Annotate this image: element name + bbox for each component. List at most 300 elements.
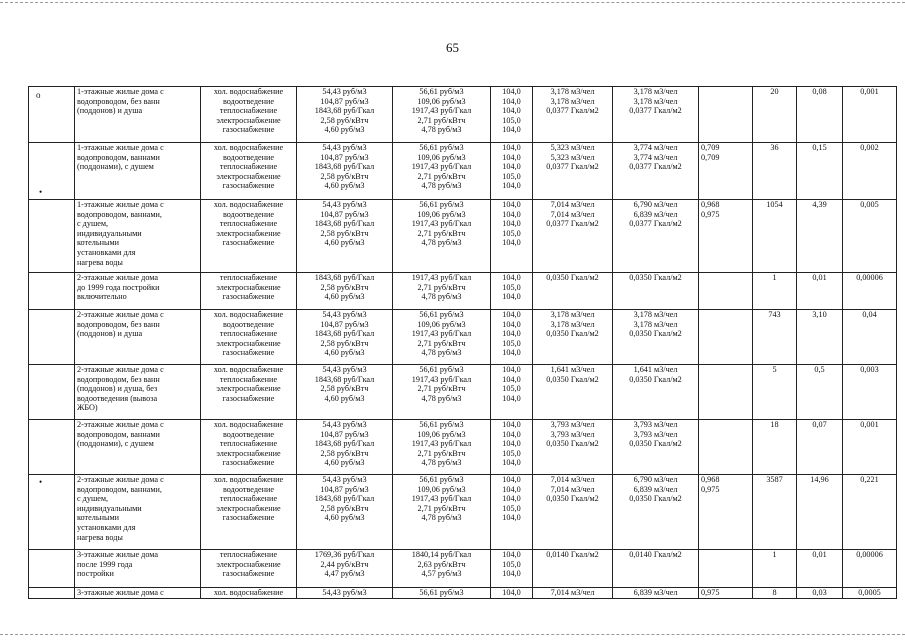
cell-line: после 1999 года bbox=[77, 559, 133, 569]
tariff-old-list bbox=[297, 87, 393, 143]
cell-line: газоснабжение bbox=[222, 393, 275, 403]
cell-line: с душем, bbox=[77, 494, 109, 504]
cell-line: 104,87 руб/м3 bbox=[320, 152, 369, 162]
cell-line: 104,0 bbox=[502, 550, 521, 559]
cell-line: газоснабжение bbox=[222, 292, 275, 302]
cell-line: 1-этажные жилые дома с bbox=[77, 143, 164, 152]
cell-line: электроснабжение bbox=[216, 171, 281, 181]
cell-line: до 1999 года постройки bbox=[77, 282, 160, 292]
index-list bbox=[491, 550, 533, 588]
cell-line: хол. водоснабжение bbox=[213, 420, 284, 429]
cell-line: 109,06 руб/м3 bbox=[417, 319, 466, 329]
tariff-new-list bbox=[393, 420, 491, 475]
cell-line: 109,06 руб/м3 bbox=[417, 484, 466, 494]
cell-line: хол. водоснабжение bbox=[213, 143, 284, 152]
tariff-old-list bbox=[297, 420, 393, 475]
cell-line: электроснабжение bbox=[216, 115, 281, 125]
cell-line: водопроводом, ваннами bbox=[77, 429, 160, 439]
tariff-new-list bbox=[393, 143, 491, 200]
mark-cell bbox=[29, 588, 75, 599]
mark-cell bbox=[29, 365, 75, 420]
cell-line: 104,0 bbox=[502, 475, 521, 484]
cell-line: 104,0 bbox=[502, 152, 521, 162]
table-row bbox=[29, 143, 897, 200]
row-name bbox=[75, 588, 201, 599]
cell-line: газоснабжение bbox=[222, 238, 275, 248]
cell-line: 6,839 м3/чел bbox=[633, 588, 678, 597]
cell-line: 54,43 руб/м3 bbox=[322, 310, 367, 319]
index-list bbox=[491, 200, 533, 273]
cell-line: (поддонов) и душа, без bbox=[77, 384, 158, 394]
cell-line: 4,60 руб/м3 bbox=[324, 458, 365, 468]
cell-line: 4,78 руб/м3 bbox=[421, 458, 462, 468]
tariff-new-list bbox=[393, 200, 491, 273]
norm-a-list bbox=[533, 365, 613, 420]
scan-mark: • bbox=[39, 477, 43, 487]
cell-line: 104,87 руб/м3 bbox=[320, 429, 369, 439]
cell-line: газоснабжение bbox=[222, 181, 275, 191]
cell-line: 105,0 bbox=[502, 503, 521, 513]
norm-b-list bbox=[613, 550, 699, 588]
cell-line: 2,71 руб/кВтч bbox=[417, 448, 466, 458]
cell-line: 1-этажные жилые дома с bbox=[77, 87, 164, 96]
value-cell: 0,001 bbox=[843, 87, 897, 143]
cell-line: 104,0 bbox=[502, 310, 521, 319]
cell-line: индивидуальными bbox=[77, 228, 142, 238]
count-cell: 1 bbox=[753, 550, 797, 588]
cell-line: 0,709 bbox=[701, 152, 720, 162]
cell-line: 4,47 руб/м3 bbox=[324, 569, 365, 579]
cell-line: 1,641 м3/чел bbox=[633, 365, 678, 374]
norm-b-list bbox=[613, 143, 699, 200]
norm-b-list bbox=[613, 420, 699, 475]
cell-line: 0,975 bbox=[701, 209, 720, 219]
cell-line: 2-этажные жилые дома bbox=[77, 273, 159, 282]
cell-line: теплоснабжение bbox=[219, 439, 278, 449]
index-list bbox=[491, 365, 533, 420]
share-cell: 0,03 bbox=[797, 588, 843, 599]
cell-line: 0,0350 Гкал/м2 bbox=[629, 273, 682, 282]
norm-a-list bbox=[533, 143, 613, 200]
cell-line: 56,61 руб/м3 bbox=[419, 475, 464, 484]
row-name bbox=[75, 310, 201, 365]
scan-mark: • bbox=[39, 187, 43, 197]
service-list bbox=[201, 143, 297, 200]
tariff-new-list bbox=[393, 365, 491, 420]
cell-line: 1843,68 руб/Гкал bbox=[314, 494, 375, 504]
cell-line: 3,178 м3/чел bbox=[633, 96, 678, 106]
cell-line: 105,0 bbox=[502, 115, 521, 125]
cell-line: водоотведение bbox=[222, 429, 275, 439]
coef-list bbox=[699, 87, 753, 143]
cell-line: 2,58 руб/кВтч bbox=[320, 228, 369, 238]
cell-line: 104,0 bbox=[502, 106, 521, 116]
cell-line: электроснабжение bbox=[216, 384, 281, 394]
cell-line: 0,0350 Гкал/м2 bbox=[629, 439, 682, 449]
cell-line: 3,178 м3/чел bbox=[550, 87, 595, 96]
cell-line: 2,71 руб/кВтч bbox=[417, 503, 466, 513]
cell-line: 2,71 руб/кВтч bbox=[417, 228, 466, 238]
cell-line: 0,0377 Гкал/м2 bbox=[546, 162, 599, 172]
cell-line: 104,0 bbox=[502, 200, 521, 209]
cell-line: 3,793 м3/чел bbox=[633, 420, 678, 429]
cell-line: теплоснабжение bbox=[219, 550, 278, 559]
cell-line: 4,78 руб/м3 bbox=[421, 238, 462, 248]
cell-line: 1843,68 руб/Гкал bbox=[314, 106, 375, 116]
cell-line: 7,014 м3/чел bbox=[550, 475, 595, 484]
cell-line: 7,014 м3/чел bbox=[550, 484, 595, 494]
norm-b-list bbox=[613, 588, 699, 599]
service-list bbox=[201, 588, 297, 599]
cell-line: теплоснабжение bbox=[219, 494, 278, 504]
cell-line: 0,0377 Гкал/м2 bbox=[629, 106, 682, 116]
cell-line: 4,78 руб/м3 bbox=[421, 393, 462, 403]
norm-b-list bbox=[613, 273, 699, 310]
cell-line: 105,0 bbox=[502, 171, 521, 181]
row-name bbox=[75, 420, 201, 475]
coef-list bbox=[699, 200, 753, 273]
cell-line: 104,0 bbox=[502, 439, 521, 449]
cell-line: 0,975 bbox=[701, 588, 720, 597]
cell-line: включительно bbox=[77, 292, 127, 302]
cell-line: 3,178 м3/чел bbox=[633, 87, 678, 96]
count-cell: 36 bbox=[753, 143, 797, 200]
cell-line: 2,58 руб/кВтч bbox=[320, 338, 369, 348]
cell-line: 7,014 м3/чел bbox=[550, 209, 595, 219]
cell-line: 3,793 м3/чел bbox=[633, 429, 678, 439]
cell-line: 104,0 bbox=[502, 143, 521, 152]
cell-line: 0,0350 Гкал/м2 bbox=[629, 494, 682, 504]
cell-line: 56,61 руб/м3 bbox=[419, 87, 464, 96]
table-row bbox=[29, 310, 897, 365]
cell-line: 7,014 м3/чел bbox=[550, 200, 595, 209]
cell-line: 1917,43 руб/Гкал bbox=[411, 106, 472, 116]
cell-line: (поддонов) и душа bbox=[77, 106, 143, 116]
cell-line: 104,87 руб/м3 bbox=[320, 96, 369, 106]
cell-line: 6,790 м3/чел bbox=[633, 475, 678, 484]
norm-b-list bbox=[613, 310, 699, 365]
table-row bbox=[29, 87, 897, 143]
cell-line: 4,60 руб/м3 bbox=[324, 348, 365, 358]
cell-line: 56,61 руб/м3 bbox=[419, 200, 464, 209]
cell-line: водоотведение bbox=[222, 96, 275, 106]
service-list bbox=[201, 365, 297, 420]
cell-line: 2,63 руб/кВтч bbox=[417, 559, 466, 569]
count-cell: 3587 bbox=[753, 475, 797, 550]
table-row bbox=[29, 550, 897, 588]
cell-line: 105,0 bbox=[502, 228, 521, 238]
cell-line: хол. водоснабжение bbox=[213, 310, 284, 319]
share-cell: 0,08 bbox=[797, 87, 843, 143]
cell-line: 104,0 bbox=[502, 87, 521, 96]
cell-line: водоотведение bbox=[222, 319, 275, 329]
coef-list bbox=[699, 273, 753, 310]
cell-line: 3,178 м3/чел bbox=[633, 310, 678, 319]
cell-line: 56,61 руб/м3 bbox=[419, 365, 464, 374]
cell-line: 2-этажные жилые дома с bbox=[77, 475, 164, 484]
cell-line: 104,87 руб/м3 bbox=[320, 319, 369, 329]
cell-line: 104,0 bbox=[502, 219, 521, 229]
table-row bbox=[29, 200, 897, 273]
cell-line: водоотведение bbox=[222, 209, 275, 219]
cell-line: 1843,68 руб/Гкал bbox=[314, 439, 375, 449]
mark-cell bbox=[29, 200, 75, 273]
cell-line: 56,61 руб/м3 bbox=[419, 420, 464, 429]
cell-line: 54,43 руб/м3 bbox=[322, 87, 367, 96]
tariff-new-list bbox=[393, 87, 491, 143]
cell-line: 1-этажные жилые дома с bbox=[77, 200, 164, 209]
cell-line: 4,57 руб/м3 bbox=[421, 569, 462, 579]
cell-line: 109,06 руб/м3 bbox=[417, 429, 466, 439]
cell-line: 54,43 руб/м3 bbox=[322, 143, 367, 152]
cell-line: 54,43 руб/м3 bbox=[322, 475, 367, 484]
cell-line: 2,71 руб/кВтч bbox=[417, 384, 466, 394]
cell-line: водоотведение bbox=[222, 484, 275, 494]
scan-top-edge bbox=[0, 2, 905, 3]
cell-line: 0,0350 Гкал/м2 bbox=[546, 494, 599, 504]
index-list bbox=[491, 310, 533, 365]
cell-line: газоснабжение bbox=[222, 569, 275, 579]
cell-line: 0,0377 Гкал/м2 bbox=[629, 219, 682, 229]
tariff-old-list bbox=[297, 310, 393, 365]
cell-line: 105,0 bbox=[502, 338, 521, 348]
cell-line: нагрева воды bbox=[77, 257, 123, 267]
cell-line: газоснабжение bbox=[222, 458, 275, 468]
cell-line: хол. водоснабжение bbox=[213, 365, 284, 374]
coef-list bbox=[699, 550, 753, 588]
cell-line: 2-этажные жилые дома с bbox=[77, 310, 164, 319]
tariff-old-list bbox=[297, 273, 393, 310]
index-list bbox=[491, 588, 533, 599]
cell-line: 0,709 bbox=[701, 143, 720, 152]
value-cell: 0,001 bbox=[843, 420, 897, 475]
row-name bbox=[75, 200, 201, 273]
cell-line: хол. водоснабжение bbox=[213, 87, 284, 96]
cell-line: 6,790 м3/чел bbox=[633, 200, 678, 209]
cell-line: 0,0350 Гкал/м2 bbox=[629, 329, 682, 339]
count-cell: 18 bbox=[753, 420, 797, 475]
cell-line: 104,0 bbox=[502, 125, 521, 135]
cell-line: 6,839 м3/чел bbox=[633, 484, 678, 494]
cell-line: котельными bbox=[77, 238, 120, 248]
norm-a-list bbox=[533, 420, 613, 475]
cell-line: 1917,43 руб/Гкал bbox=[411, 374, 472, 384]
value-cell: 0,0005 bbox=[843, 588, 897, 599]
cell-line: 1917,43 руб/Гкал bbox=[411, 162, 472, 172]
cell-line: водопроводом, ваннами, bbox=[77, 209, 162, 219]
cell-line: 2,58 руб/кВтч bbox=[320, 448, 369, 458]
norm-b-list bbox=[613, 365, 699, 420]
cell-line: 2,71 руб/кВтч bbox=[417, 115, 466, 125]
row-name bbox=[75, 143, 201, 200]
cell-line: 0,0350 Гкал/м2 bbox=[546, 329, 599, 339]
coef-list bbox=[699, 310, 753, 365]
cell-line: 2,58 руб/кВтч bbox=[320, 384, 369, 394]
cell-line: 104,87 руб/м3 bbox=[320, 209, 369, 219]
service-list bbox=[201, 87, 297, 143]
cell-line: 1917,43 руб/Гкал bbox=[411, 439, 472, 449]
cell-line: электроснабжение bbox=[216, 503, 281, 513]
cell-line: теплоснабжение bbox=[219, 273, 278, 282]
share-cell: 0,01 bbox=[797, 273, 843, 310]
norm-a-list bbox=[533, 310, 613, 365]
cell-line: 0,0377 Гкал/м2 bbox=[546, 106, 599, 116]
share-cell: 0,15 bbox=[797, 143, 843, 200]
count-cell: 5 bbox=[753, 365, 797, 420]
norm-a-list bbox=[533, 475, 613, 550]
cell-line: 3,793 м3/чел bbox=[550, 420, 595, 429]
tariff-old-list bbox=[297, 550, 393, 588]
index-list bbox=[491, 420, 533, 475]
cell-line: (поддонами), с душем bbox=[77, 162, 154, 172]
cell-line: 4,60 руб/м3 bbox=[324, 125, 365, 135]
cell-line: 104,0 bbox=[502, 348, 521, 358]
cell-line: 0,0350 Гкал/м2 bbox=[629, 374, 682, 384]
count-cell: 8 bbox=[753, 588, 797, 599]
tariff-new-list bbox=[393, 550, 491, 588]
cell-line: 104,0 bbox=[502, 494, 521, 504]
cell-line: 1917,43 руб/Гкал bbox=[411, 219, 472, 229]
cell-line: установками для bbox=[77, 247, 136, 257]
cell-line: 104,87 руб/м3 bbox=[320, 484, 369, 494]
cell-line: хол. водоснабжение bbox=[213, 200, 284, 209]
index-list bbox=[491, 273, 533, 310]
cell-line: 3,793 м3/чел bbox=[550, 429, 595, 439]
cell-line: электроснабжение bbox=[216, 559, 281, 569]
cell-line: водопроводом, ваннами bbox=[77, 152, 160, 162]
value-cell: 0,00006 bbox=[843, 273, 897, 310]
cell-line: 3-этажные жилые дома bbox=[77, 550, 159, 559]
cell-line: водопроводом, без ванн bbox=[77, 96, 160, 106]
cell-line: 0,968 bbox=[701, 200, 720, 209]
cell-line: 4,78 руб/м3 bbox=[421, 125, 462, 135]
cell-line: 0,0350 Гкал/м2 bbox=[546, 439, 599, 449]
cell-line: водоотведения (вывоза bbox=[77, 393, 158, 403]
cell-line: 1843,68 руб/Гкал bbox=[314, 329, 375, 339]
cell-line: 1843,68 руб/Гкал bbox=[314, 374, 375, 384]
cell-line: 104,0 bbox=[502, 513, 521, 523]
cell-line: 56,61 руб/м3 bbox=[419, 310, 464, 319]
cell-line: теплоснабжение bbox=[219, 162, 278, 172]
index-list bbox=[491, 475, 533, 550]
cell-line: (поддонами), с душем bbox=[77, 439, 154, 449]
cell-line: 104,0 bbox=[502, 588, 521, 597]
cell-line: 4,78 руб/м3 bbox=[421, 292, 462, 302]
cell-line: хол. водоснабжение bbox=[213, 588, 284, 597]
cell-line: 0,0350 Гкал/м2 bbox=[546, 273, 599, 282]
cell-line: 104,0 bbox=[502, 292, 521, 302]
service-list bbox=[201, 475, 297, 550]
cell-line: 104,0 bbox=[502, 209, 521, 219]
tariff-old-list bbox=[297, 365, 393, 420]
cell-line: 104,0 bbox=[502, 96, 521, 106]
share-cell: 14,96 bbox=[797, 475, 843, 550]
cell-line: 56,61 руб/м3 bbox=[419, 588, 464, 597]
value-cell: 0,002 bbox=[843, 143, 897, 200]
value-cell: 0,04 bbox=[843, 310, 897, 365]
cell-line: 4,60 руб/м3 bbox=[324, 513, 365, 523]
tariff-new-list bbox=[393, 310, 491, 365]
cell-line: 1843,68 руб/Гкал bbox=[314, 273, 375, 282]
cell-line: 2,44 руб/кВтч bbox=[320, 559, 369, 569]
row-name bbox=[75, 550, 201, 588]
cell-line: 2,58 руб/кВтч bbox=[320, 282, 369, 292]
cell-line: нагрева воды bbox=[77, 532, 123, 542]
tariff-old-list bbox=[297, 475, 393, 550]
table-row bbox=[29, 273, 897, 310]
cell-line: 54,43 руб/м3 bbox=[322, 365, 367, 374]
cell-line: 1843,68 руб/Гкал bbox=[314, 219, 375, 229]
cell-line: электроснабжение bbox=[216, 228, 281, 238]
cell-line: электроснабжение bbox=[216, 282, 281, 292]
cell-line: 7,014 м3/чел bbox=[550, 588, 595, 597]
share-cell: 4,39 bbox=[797, 200, 843, 273]
cell-line: 3,178 м3/чел bbox=[550, 310, 595, 319]
tariff-new-list bbox=[393, 475, 491, 550]
cell-line: теплоснабжение bbox=[219, 329, 278, 339]
cell-line: 3,178 м3/чел bbox=[550, 319, 595, 329]
cell-line: 6,839 м3/чел bbox=[633, 209, 678, 219]
table-body bbox=[29, 87, 897, 599]
value-cell: 0,003 bbox=[843, 365, 897, 420]
cell-line: 1917,43 руб/Гкал bbox=[411, 329, 472, 339]
cell-line: 1843,68 руб/Гкал bbox=[314, 162, 375, 172]
value-cell: 0,221 bbox=[843, 475, 897, 550]
cell-line: 0,975 bbox=[701, 484, 720, 494]
cell-line: 104,0 bbox=[502, 484, 521, 494]
tariff-old-list bbox=[297, 200, 393, 273]
row-name bbox=[75, 87, 201, 143]
mark-cell bbox=[29, 273, 75, 310]
cell-line: 3,178 м3/чел bbox=[633, 319, 678, 329]
coef-list bbox=[699, 143, 753, 200]
cell-line: (поддонов) и душа bbox=[77, 329, 143, 339]
share-cell: 0,5 bbox=[797, 365, 843, 420]
cell-line: 4,60 руб/м3 bbox=[324, 292, 365, 302]
cell-line: водопроводом, ваннами, bbox=[77, 484, 162, 494]
cell-line: электроснабжение bbox=[216, 448, 281, 458]
cell-line: 104,0 bbox=[502, 393, 521, 403]
cell-line: водопроводом, без ванн bbox=[77, 319, 160, 329]
cell-line: 104,0 bbox=[502, 329, 521, 339]
cell-line: 54,43 руб/м3 bbox=[322, 200, 367, 209]
norm-a-list bbox=[533, 87, 613, 143]
cell-line: 105,0 bbox=[502, 384, 521, 394]
cell-line: газоснабжение bbox=[222, 125, 275, 135]
cell-line: 56,61 руб/м3 bbox=[419, 143, 464, 152]
mark-cell bbox=[29, 310, 75, 365]
cell-line: 3-этажные жилые дома с bbox=[77, 588, 164, 597]
cell-line: 4,60 руб/м3 bbox=[324, 238, 365, 248]
cell-line: 109,06 руб/м3 bbox=[417, 96, 466, 106]
cell-line: 2,58 руб/кВтч bbox=[320, 503, 369, 513]
service-list bbox=[201, 550, 297, 588]
count-cell: 1 bbox=[753, 273, 797, 310]
mark-cell bbox=[29, 87, 75, 143]
cell-line: 109,06 руб/м3 bbox=[417, 209, 466, 219]
tariff-new-list bbox=[393, 588, 491, 599]
norm-b-list bbox=[613, 475, 699, 550]
cell-line: ЖБО) bbox=[77, 403, 98, 413]
table-row bbox=[29, 588, 897, 599]
cell-line: теплоснабжение bbox=[219, 374, 278, 384]
norm-a-list bbox=[533, 550, 613, 588]
table-row bbox=[29, 365, 897, 420]
cell-line: 104,0 bbox=[502, 374, 521, 384]
mark-cell bbox=[29, 475, 75, 550]
cell-line: 4,78 руб/м3 bbox=[421, 181, 462, 191]
cell-line: 104,0 bbox=[502, 365, 521, 374]
